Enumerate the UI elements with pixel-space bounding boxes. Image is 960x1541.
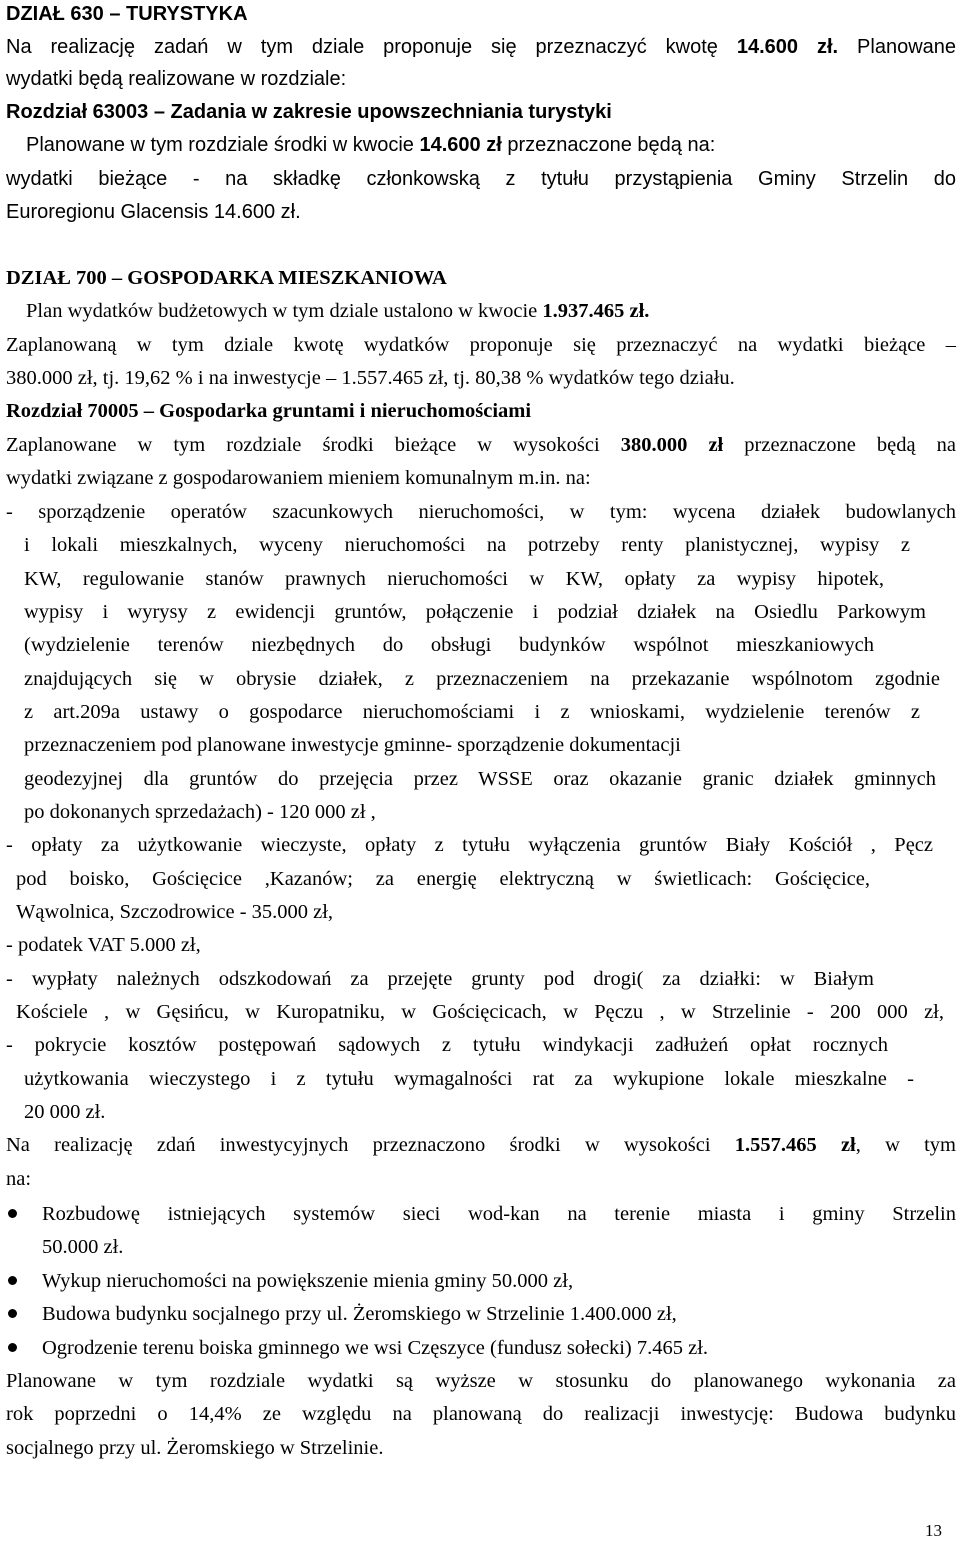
- expense-item-line: 20 000 zł.: [24, 1101, 106, 1123]
- investment-bullet-item: Ogrodzenie terenu boiska gminnego we wsi Częszyce (fundusz sołecki) 7.465 zł.: [42, 1337, 709, 1359]
- expense-item-line: wypisy i wyrysy z ewidencji gruntów, połączenie i podział działek na Osiedlu Parkowym: [24, 601, 926, 623]
- rozdzial-70005-heading: Rozdział 70005 – Gospodarka gruntami i nieruchomościami: [6, 400, 532, 422]
- expense-item-line: KW, regulowanie stanów prawnych nieruchomości w KW, opłaty za wypisy hipotek,: [24, 568, 884, 590]
- section-700-allocation-line1: Zaplanowaną w tym dziale kwotę wydatków proponuje się przeznaczyć na wydatki bieżące –: [6, 334, 956, 356]
- rozdzial-63003-heading: Rozdział 63003 – Zadania w zakresie upowszechniania turystyki: [6, 101, 612, 123]
- expense-item-line: po dokonanych sprzedażach) - 120 000 zł ,: [24, 801, 376, 823]
- expense-item-line: i lokali mieszkalnych, wyceny nieruchomości na potrzeby renty planistycznej, wypisy z: [24, 534, 910, 556]
- investment-intro-line2: na:: [6, 1168, 32, 1190]
- expense-item-line: - wypłaty należnych odszkodowań za przejęte grunty pod drogi( za działki: w Białym: [6, 968, 874, 990]
- rozdzial-63003-planned-line: Planowane w tym rozdziale środki w kwocie 14.600 zł przeznaczone będą na:: [26, 134, 716, 156]
- closing-paragraph-line1: Planowane w tym rozdziale wydatki są wyższe w stosunku do planowanego wykonania za: [6, 1370, 956, 1392]
- bullet-icon: [8, 1276, 17, 1285]
- rozdzial-70005-intro-line1: Zaplanowane w tym rozdziale środki bieżące w wysokości 380.000 zł przeznaczone będą na: [6, 434, 956, 456]
- bullet-icon: [8, 1209, 17, 1218]
- expense-item-line: - pokrycie kosztów postępowań sądowych z tytułu windykacji zadłużeń opłat rocznych: [6, 1034, 888, 1056]
- investment-bullet-item: Budowa budynku socjalnego przy ul. Żeromskiego w Strzelinie 1.400.000 zł,: [42, 1303, 677, 1325]
- expense-item-line: znajdujących się w obrysie działek, z przeznaczeniem na przekazanie wspólnotom zgodnie: [24, 668, 940, 690]
- investment-bullet-item: Wykup nieruchomości na powiększenie mienia gminy 50.000 zł,: [42, 1270, 574, 1292]
- investment-bullet-item-continuation: 50.000 zł.: [42, 1236, 124, 1258]
- section-630-paragraph-line1: Na realizację zadań w tym dziale proponuje się przeznaczyć kwotę 14.600 zł. Planowane: [6, 36, 957, 58]
- bullet-icon: [8, 1343, 17, 1352]
- expense-item-line: geodezyjnej dla gruntów do przejęcia przez WSSE oraz okazanie granic działek gminnych: [24, 768, 936, 790]
- investment-bullet-item: Rozbudowę istniejących systemów sieci wod-kan na terenie miasta i gminy Strzelin: [42, 1203, 956, 1225]
- expense-item-line: z art.209a ustawy o gospodarce nieruchomościami i z wnioskami, wydzielenie terenów z: [24, 701, 920, 723]
- expense-item-line: Kościele , w Gęsińcu, w Kuropatniku, w Gościęcicach, w Pęczu , w Strzelinie - 200 000 zł,: [16, 1001, 944, 1023]
- expense-item-line: Wąwolnica, Szczodrowice - 35.000 zł,: [16, 901, 334, 923]
- expense-item-line: (wydzielenie terenów niezbędnych do obsługi budynków wspólnot mieszkaniowych: [24, 634, 874, 656]
- section-630-paragraph-line2: wydatki będą realizowane w rozdziale:: [6, 68, 347, 90]
- investment-intro-line1: Na realizację zdań inwestycyjnych przeznaczono środki w wysokości 1.557.465 zł, w tym: [6, 1134, 956, 1156]
- rozdzial-63003-current-line1: wydatki bieżące - na składkę członkowską z tytułu przystąpienia Gminy Strzelin do: [6, 168, 956, 190]
- rozdzial-70005-intro-line2: wydatki związane z gospodarowaniem mieniem komunalnym m.in. na:: [6, 467, 591, 489]
- section-700-heading: DZIAŁ 700 – GOSPODARKA MIESZKANIOWA: [6, 267, 447, 289]
- closing-paragraph-line2: rok poprzedni o 14,4% ze względu na planowaną do realizacji inwestycję: Budowa budynku: [6, 1403, 956, 1425]
- page-number: 13: [925, 1521, 942, 1540]
- section-700-plan-line: Plan wydatków budżetowych w tym dziale ustalono w kwocie 1.937.465 zł.: [26, 300, 650, 322]
- bullet-icon: [8, 1309, 17, 1318]
- expense-item-line: użytkowania wieczystego i z tytułu wymagalności rat za wykupione lokale mieszkalne -: [24, 1068, 914, 1090]
- section-630-heading: DZIAŁ 630 – TURYSTYKA: [6, 3, 248, 25]
- closing-paragraph-line3: socjalnego przy ul. Żeromskiego w Strzelinie.: [6, 1437, 384, 1459]
- expense-item-line: - podatek VAT 5.000 zł,: [6, 934, 201, 956]
- expense-item-line: - opłaty za użytkowanie wieczyste, opłaty z tytułu wyłączenia gruntów Biały Kościół , Pęcz: [6, 834, 933, 856]
- expense-item-line: pod boisko, Gościęcice ,Kazanów; za energię elektryczną w świetlicach: Gościęcice,: [16, 868, 870, 890]
- rozdzial-63003-current-line2: Euroregionu Glacensis 14.600 zł.: [6, 201, 301, 223]
- expense-item-line: przeznaczeniem pod planowane inwestycje gminne- sporządzenie dokumentacji: [24, 734, 681, 756]
- expense-item-line: - sporządzenie operatów szacunkowych nieruchomości, w tym: wycena działek budowlanych: [6, 501, 956, 523]
- section-700-allocation-line2: 380.000 zł, tj. 19,62 % i na inwestycje – 1.557.465 zł, tj. 80,38 % wydatków tego działu.: [6, 367, 735, 389]
